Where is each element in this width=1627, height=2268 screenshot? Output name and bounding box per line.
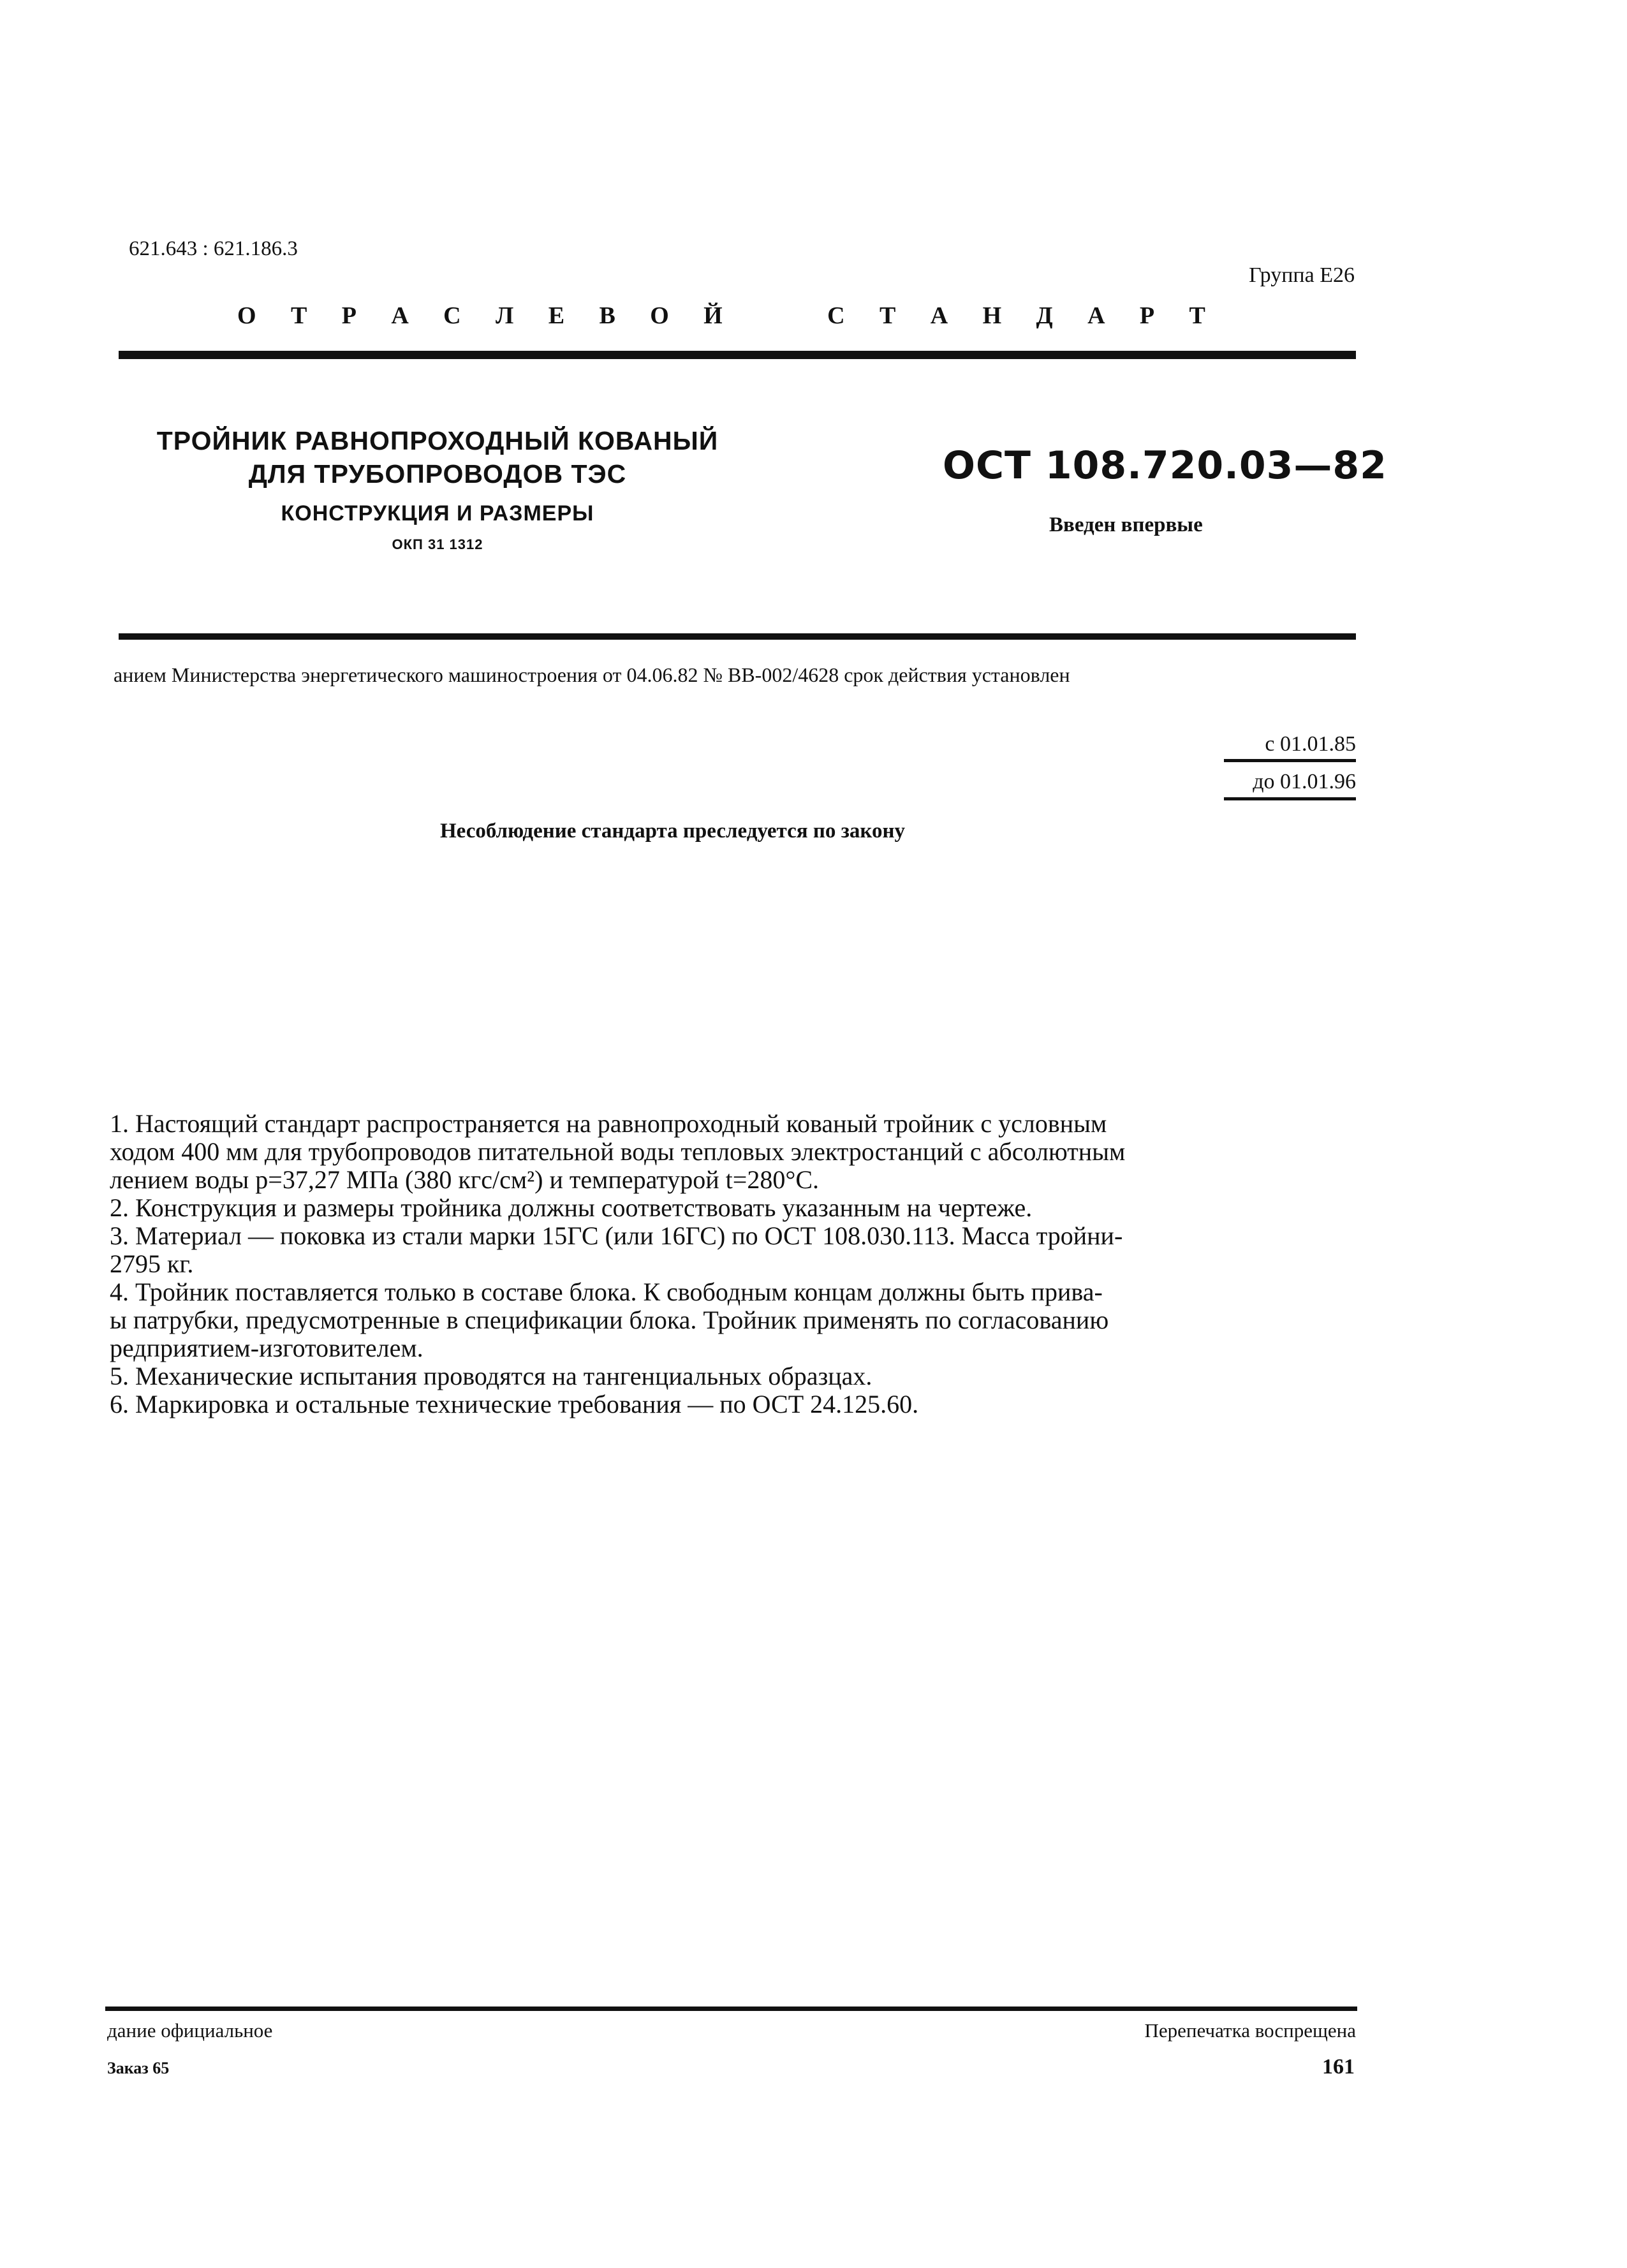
banner-letter: Д — [1036, 302, 1053, 329]
body-line: 6. Маркировка и остальные технические требования — по ОСТ 24.125.60. — [110, 1390, 919, 1418]
law-notice: Несоблюдение стандарта преследуется по закону — [440, 820, 905, 843]
banner-letter: Р — [341, 302, 357, 329]
udc-code: 621.643 : 621.186.3 — [129, 237, 298, 260]
body-line: 3. Материал — поковка из стали марки 15ГС (или 16ГС) по ОСТ 108.030.113. Масса тройни- — [110, 1221, 1123, 1250]
order-number: Заказ 65 — [107, 2059, 170, 2077]
standard-number: ОСТ 108.720.03—82 — [943, 443, 1387, 488]
official-edition-note: дание официальное — [107, 2019, 273, 2042]
body-line: редприятием-изготовителем. — [110, 1334, 423, 1362]
body-line: 2. Конструкция и размеры тройника должны соответствовать указанным на чертеже. — [110, 1193, 1033, 1222]
banner-letter: Л — [496, 302, 514, 329]
reprint-prohibited-note: Перепечатка воспрещена — [1144, 2019, 1356, 2042]
body-line: 4. Тройник поставляется только в составе блока. К свободным концам должны быть прива- — [110, 1278, 1103, 1306]
body-line: ходом 400 мм для трубопроводов питательной воды тепловых электростанций с абсолютным — [110, 1137, 1126, 1166]
industry-standard-banner — [237, 302, 1205, 330]
body-line: 5. Механические испытания проводятся на тангенциальных образцах. — [110, 1362, 872, 1390]
title-line-2: ДЛЯ ТРУБОПРОВОДОВ ТЭС — [248, 459, 627, 489]
title-block — [119, 424, 756, 553]
banner-letter: С — [827, 302, 845, 329]
body-line: 2795 кг. — [110, 1249, 194, 1278]
body-line: 1. Настоящий стандарт распространяется на равнопроходный кованый тройник с условным — [110, 1109, 1107, 1138]
banner-letter: А — [1087, 302, 1105, 329]
banner-letter: Р — [1139, 302, 1155, 329]
date-from: с 01.01.85 — [1265, 732, 1356, 756]
group-code: Группа Е26 — [1249, 263, 1355, 287]
date-from-underline — [1224, 759, 1356, 762]
banner-letter: О — [650, 302, 669, 329]
top-rule — [119, 351, 1356, 359]
page-number: 161 — [1322, 2055, 1355, 2079]
title-line-1: ТРОЙНИК РАВНОПРОХОДНЫЙ КОВАНЫЙ — [156, 426, 719, 455]
date-to-underline — [1224, 797, 1356, 800]
banner-letter: Т — [879, 302, 896, 329]
body-line: лением воды p=37,27 МПа (380 кгс/см²) и температурой t=280°С. — [110, 1165, 819, 1194]
body-line: ы патрубки, предусмотренные в спецификации блока. Тройник применять по согласованию — [110, 1306, 1109, 1334]
banner-letter: С — [443, 302, 461, 329]
approval-text: анием Министерства энергетического машиностроения от 04.06.82 № ВВ-002/4628 срок действия установлен — [114, 663, 1070, 686]
banner-letter: О — [237, 302, 256, 329]
banner-letter: В — [599, 302, 615, 329]
introduced-note: Введен впервые — [1049, 513, 1203, 536]
banner-letter: Т — [1189, 302, 1205, 329]
banner-letter: Т — [290, 302, 307, 329]
body-paragraphs — [110, 1110, 1341, 1418]
banner-letter: Е — [548, 302, 565, 329]
date-to: до 01.01.96 — [1253, 770, 1356, 793]
title-subtitle: КОНСТРУКЦИЯ И РАЗМЕРЫ — [281, 501, 594, 526]
banner-letter: А — [391, 302, 409, 329]
banner-letter: Н — [982, 302, 1002, 329]
banner-letter: Й — [703, 302, 723, 329]
title-rule — [119, 633, 1356, 640]
okp-code: ОКП 31 1312 — [392, 536, 483, 552]
banner-letter: А — [930, 302, 948, 329]
footer-rule — [105, 2007, 1357, 2011]
